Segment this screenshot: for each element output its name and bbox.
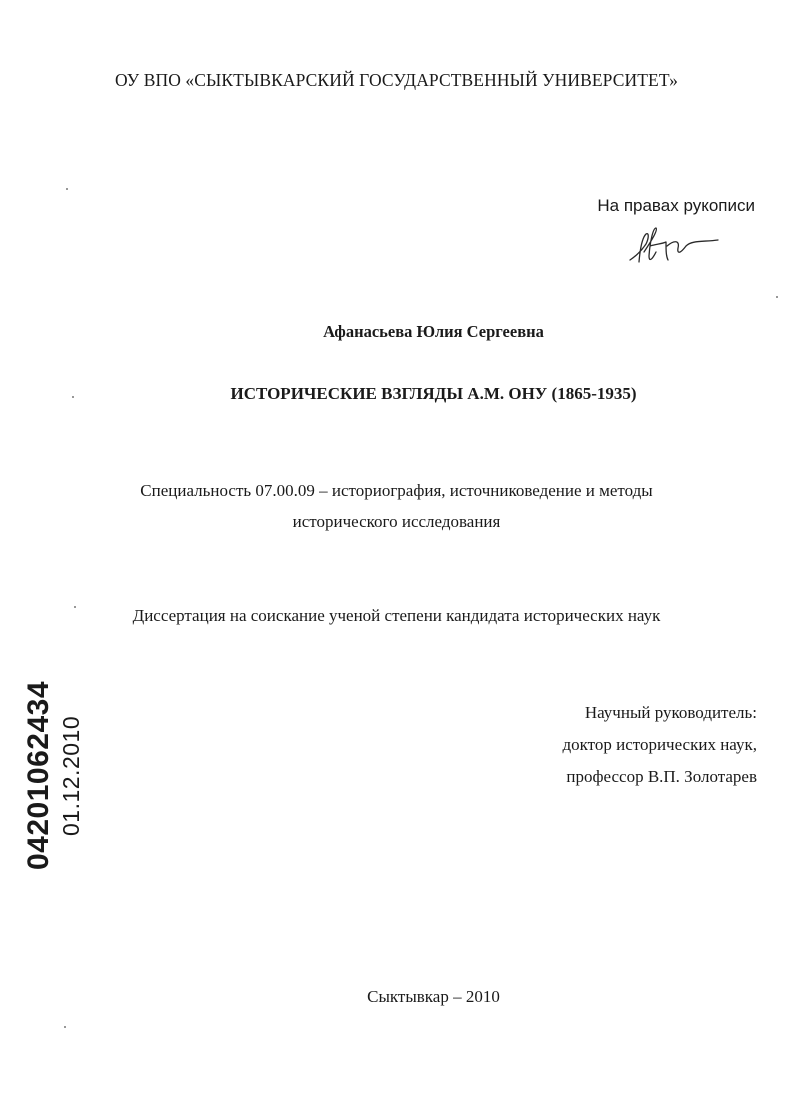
dissertation-title: ИСТОРИЧЕСКИЕ ВЗГЛЯДЫ А.М. ОНУ (1865-1935) [230,384,637,403]
manuscript-rights-note: На правах рукописи [597,196,755,215]
supervisor-label: Научный руководитель: [584,703,757,722]
scan-speck [776,296,778,298]
degree-statement: Диссертация на соискание ученой степени кандидата исторических наук [132,606,661,625]
scan-speck [66,188,68,190]
library-stamp-number: 04201062434 [22,680,55,870]
scan-speck [74,606,76,608]
author-signature [622,222,726,270]
author-name: Афанасьева Юлия Сергеевна [323,322,544,341]
specialty-line-1: Специальность 07.00.09 – историография, источниковедение и методы [140,481,653,500]
library-stamp-date: 01.12.2010 [58,715,84,836]
city-year: Сыктывкар – 2010 [367,987,500,1006]
supervisor-name: профессор В.П. Золотарев [566,767,757,786]
supervisor-degree: доктор исторических наук, [562,735,757,754]
institution-name: ОУ ВПО «СЫКТЫВКАРСКИЙ ГОСУДАРСТВЕННЫЙ УНИВЕРСИТЕТ» [114,70,679,90]
specialty-line-2: исторического исследования [292,512,501,531]
scan-speck [72,396,74,398]
scan-speck [64,1026,66,1028]
